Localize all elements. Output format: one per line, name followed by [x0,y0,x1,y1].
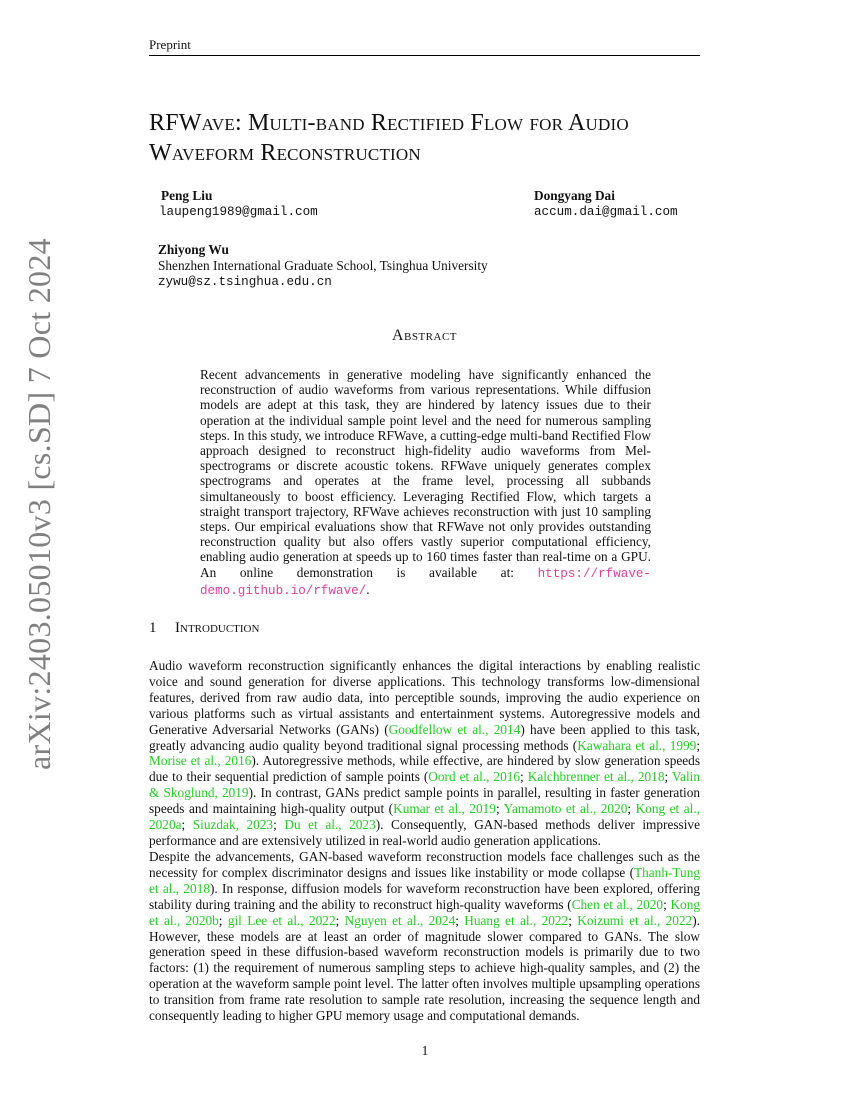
running-header: Preprint [149,37,700,56]
arxiv-stamp: arXiv:2403.05010v3 [cs.SD] 7 Oct 2024 [21,238,57,770]
title-line-1: RFWave: Multi-band Rectified Flow for Audio [149,110,629,136]
para-text: ; [273,817,285,833]
citation-link[interactable]: Goodfellow et al., 2014 [388,721,521,737]
title-line-2: Waveform Reconstruction [149,140,421,166]
section-heading-introduction [149,620,259,637]
para-text: ; [335,912,345,928]
intro-paragraph-2 [149,849,700,1024]
citation-link[interactable]: Kalchbrenner et al., 2018 [527,769,665,785]
author-name: Peng Liu [161,188,213,203]
author-block-3 [158,242,488,290]
author-affiliation: Shenzhen International Graduate School, Tsinghua University [158,258,488,273]
para-text: Despite the advancements, GAN-based waveform reconstruction models face challenges such as the necessity for complex discriminator designs and issues like instability or mode collapse ( [149,849,700,880]
section-title: Introduction [175,620,260,636]
page-number: 1 [421,1043,429,1058]
author-email[interactable]: zywu@sz.tsinghua.edu.cn [158,275,332,289]
abstract-heading: Abstract [391,327,458,344]
para-text: ). Autoregressive methods, while effective, are hindered by slow generation speeds due to their sequential prediction of sample points ( [149,753,701,785]
paper-title [149,108,729,168]
para-text: ; [520,769,528,785]
para-text: ; [455,912,465,928]
section-number: 1 [149,620,157,636]
citation-link[interactable]: Kumar et al., 2019 [393,801,496,817]
para-text: ; [181,817,193,833]
citation-link[interactable]: Morise et al., 2016 [149,753,252,769]
para-text: ). However, these models are at least an order of magnitude slower compared to GANs. The slow generation speed in these diffusion-based waveform reconstruction models is primarily due to two factors: (1) the requirement of numerous sampling steps to achieve high-quality samples, and (2) the operation at the waveform sample point level. The latter often involves multiple upsampling operations to transition from frame rate resolution to sample rate resolution, increasing the sequence length and consequently leading to higher GPU memory usage and computational demands. [149,912,700,1024]
author-block-1 [161,188,318,220]
citation-link[interactable]: gil Lee et al., 2022 [227,912,336,928]
para-text: ; [664,769,672,785]
para-text: ; [495,801,504,817]
citation-link[interactable]: Oord et al., 2016 [428,769,521,785]
para-text: ; [663,896,671,912]
abstract-text: Recent advancements in generative modeling have significantly enhanced the reconstruction of audio waveforms from various representations. While diffusion models are adept at this task, they are hindered by latency issues due to their operation at the individual sample point level and the need for numerous sampling steps. In this study, we introduce RFWave, a cutting-edge multi-band Rectified Flow approach designed to reconstruct high-fidelity audio waveforms from Mel-spectrograms or discrete acoustic tokens. RFWave uniquely generates complex spectrograms and operates at the frame level, processing all subbands simultaneously to boost efficiency. Leveraging Rectified Flow, which targets a straight transport trajectory, RFWave achieves reconstruction with just 10 sampling steps. Our empirical evaluations show that RFWave not only provides outstanding reconstruction quality but also offers vastly superior computational efficiency, enabling audio generation at speeds up to 160 times faster than real-time on a GPU. An online demonstration is available at: [200,367,651,580]
para-text: ; [627,801,636,817]
intro-paragraph-1 [149,658,700,849]
citation-link[interactable]: Nguyen et al., 2024 [344,912,456,928]
citation-link[interactable]: Valin & Skoglund, 2019 [149,769,700,801]
para-text: ; [568,912,578,928]
citation-link[interactable]: Yamamoto et al., 2020 [503,801,628,817]
author-block-2 [534,188,678,220]
author-name: Zhiyong Wu [158,242,229,257]
author-email[interactable]: accum.dai@gmail.com [534,205,678,219]
citation-link[interactable]: Kong et al., 2020a [149,801,700,833]
abstract-body [200,367,651,599]
citation-link[interactable]: Thanh-Tung et al., 2018 [149,864,700,896]
para-text: ; [696,737,701,753]
citation-link[interactable]: Kawahara et al., 1999 [577,737,697,753]
abstract-end: . [366,581,370,597]
citation-link[interactable]: Chen et al., 2020 [571,896,664,912]
citation-link[interactable]: Du et al., 2023 [284,817,376,833]
para-text: ; [218,912,228,928]
citation-link[interactable]: Kong et al., 2020b [149,896,700,928]
citation-link[interactable]: Huang et al., 2022 [464,912,569,928]
citation-link[interactable]: Koizumi et al., 2022 [577,912,693,928]
para-text: ). Consequently, GAN-based methods deliver impressive performance and are extensively utilized in real-world audio generation applications. [149,817,700,848]
author-name: Dongyang Dai [534,188,615,203]
para-text: ). In contrast, GANs predict sample points in parallel, resulting in faster generation speeds and maintaining high-quality output ( [149,785,701,817]
para-text: ). In response, diffusion models for waveform reconstruction have been explored, offering stability during training and the ability to reconstruct high-quality waveforms ( [149,880,700,912]
citation-link[interactable]: Siuzdak, 2023 [192,817,274,833]
demo-link[interactable]: https://rfwave-demo.github.io/rfwave/ [200,566,651,598]
para-text: Audio waveform reconstruction significantly enhances the digital interactions by enabling realistic voice and sound generation for diverse applications. This technology transforms low-dimensional features, derived from raw audio data, into perceptible sounds, improving the audio experience on various platforms such as virtual assistants and entertainment systems. Autoregressive models and Generative Adversarial Networks (GANs) ( [149,658,700,737]
author-email[interactable]: laupeng1989@gmail.com [159,205,318,219]
para-text: ) have been applied to this task, greatly advancing audio quality beyond traditional signal processing methods ( [149,721,700,753]
